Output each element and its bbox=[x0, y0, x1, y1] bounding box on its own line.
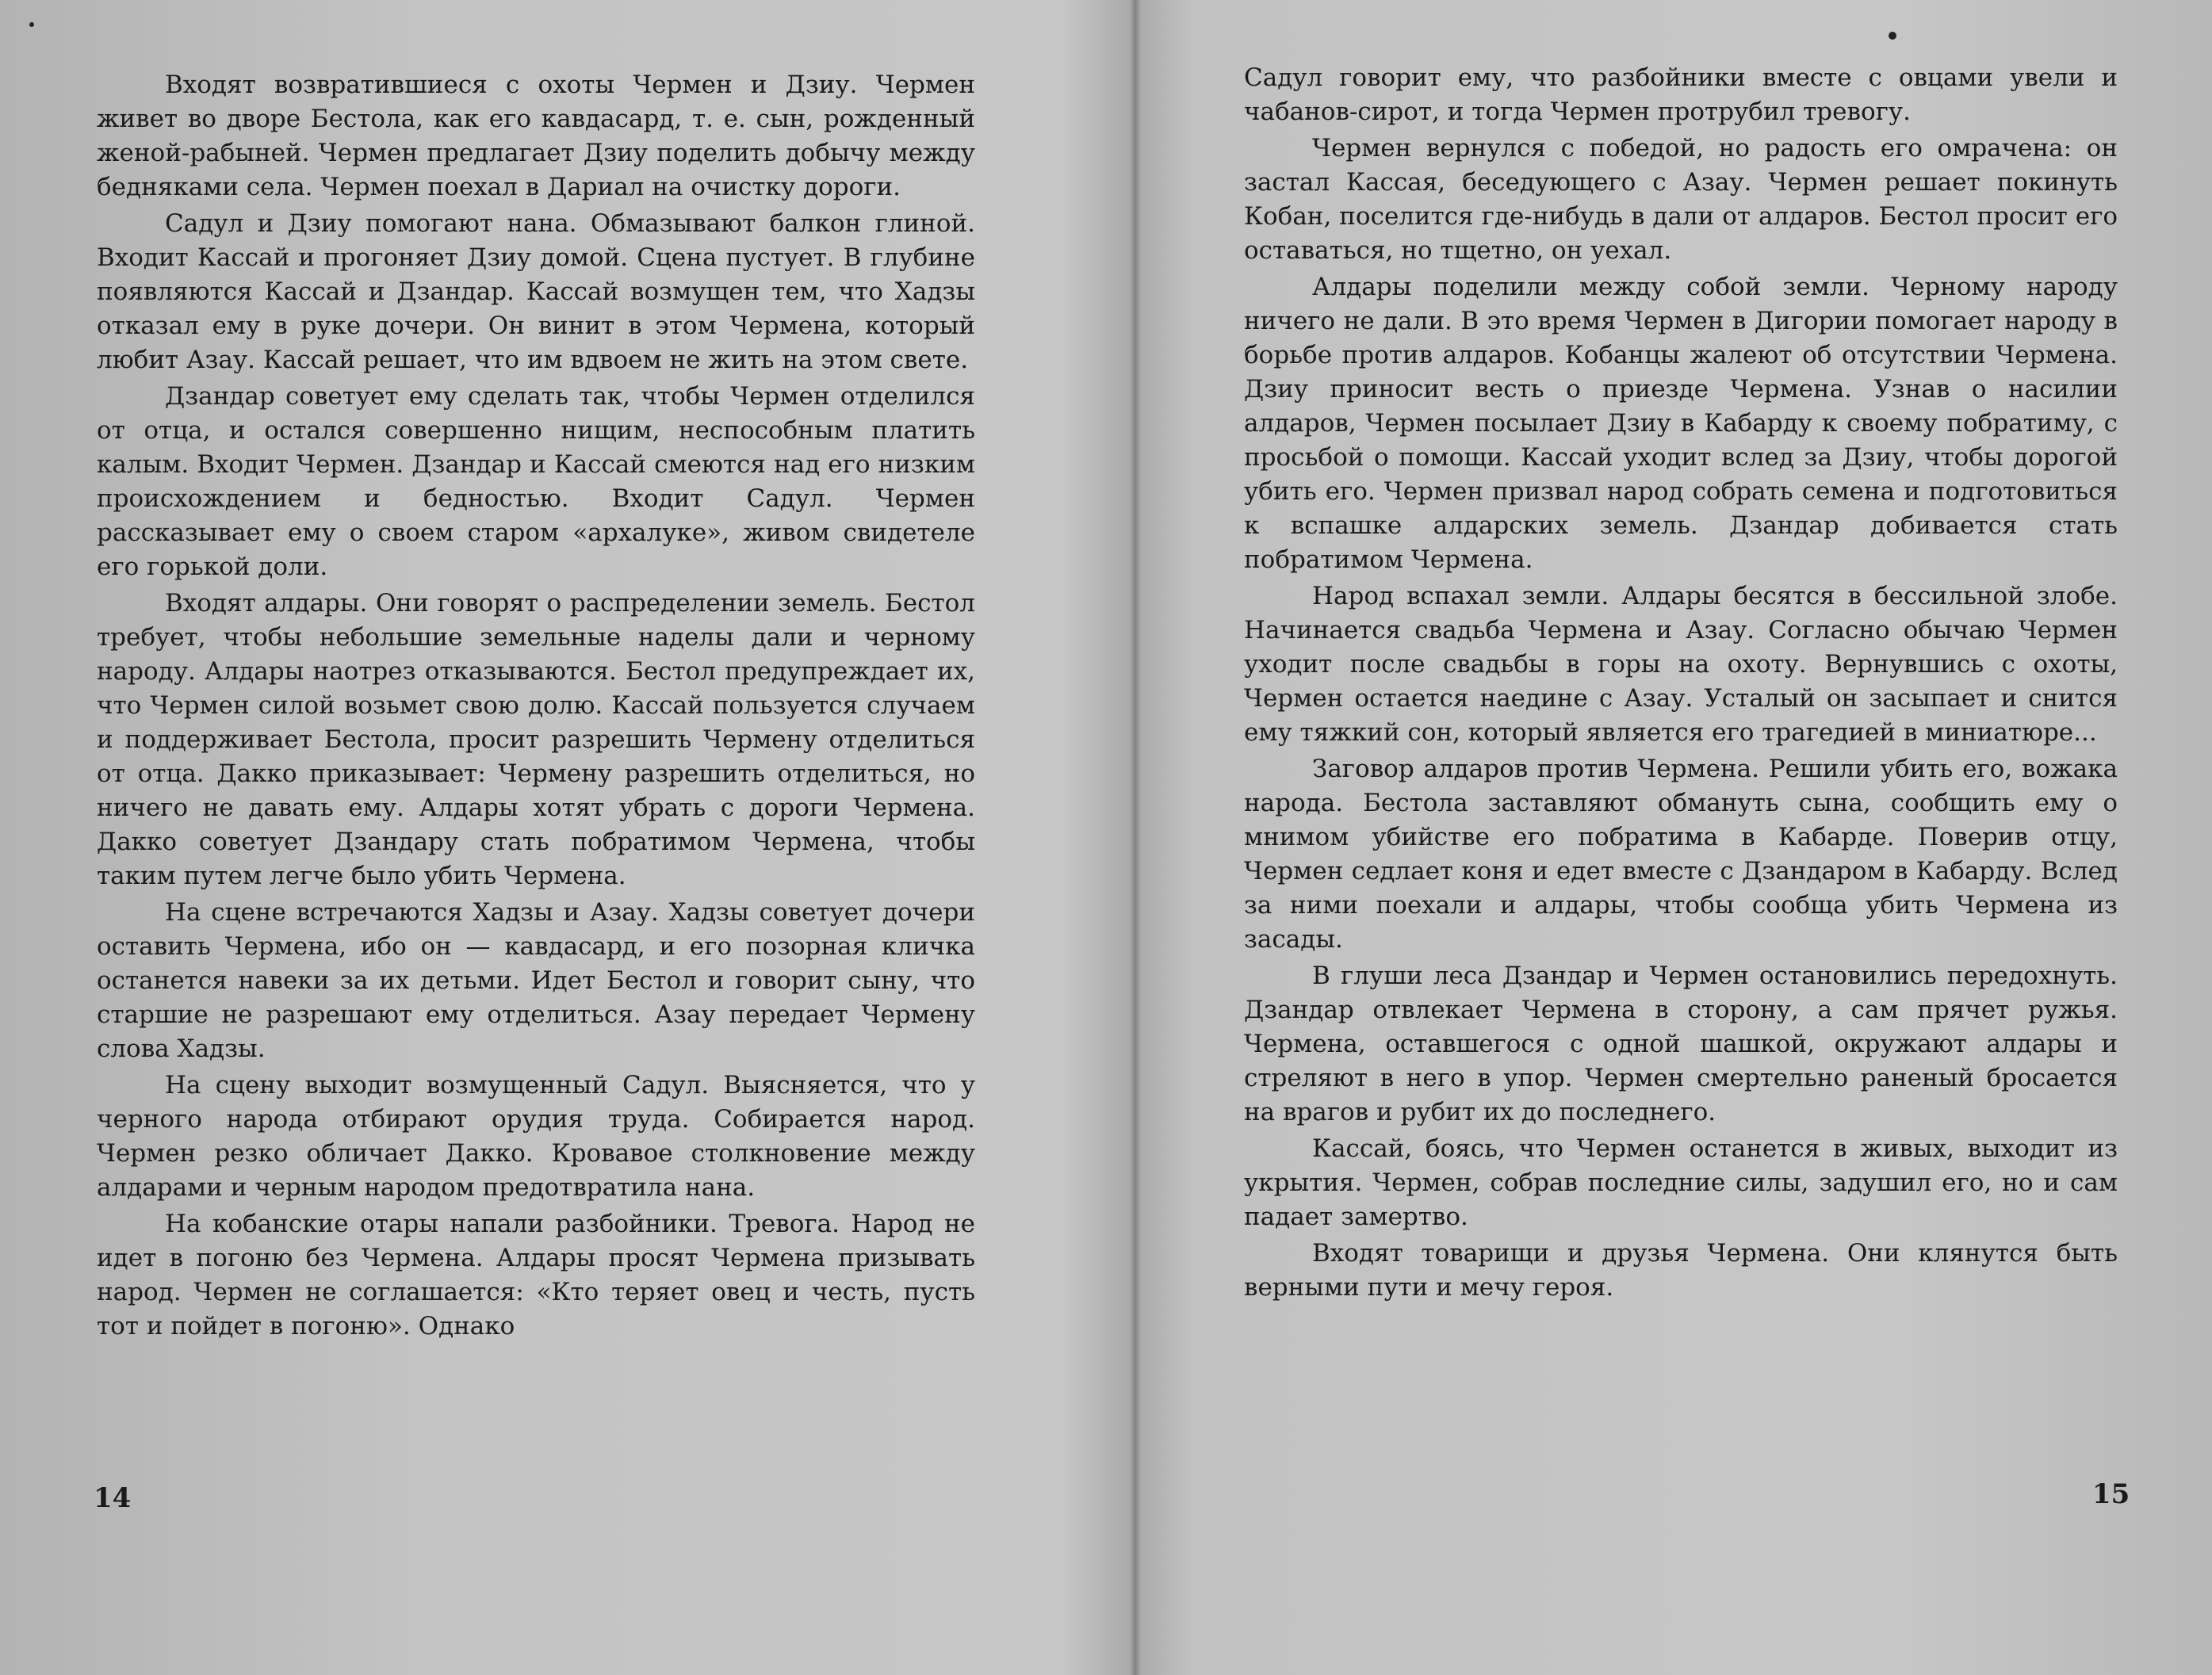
paragraph: На сцену выходит возмущенный Садул. Выясняется, что у черного народа отбирают орудия труда. Собирается народ. Чермен резко обличает Дакко. Кровавое столкновение между алдарами и черным народом предотвратила нана. bbox=[97, 1071, 975, 1202]
paragraph: Чермен вернулся с победой, но радость его омрачена: он застал Кассая, беседующего с Азау. Чермен решает покинуть Кобан, поселится где-нибудь в дали от алдаров. Бестол просит его оставаться, но тщетно, он уехал. bbox=[1244, 134, 2118, 265]
paragraph: На кобанские отары напали разбойники. Тревога. Народ не идет в погоню без Чермена. Алдары просят Чермена призывать народ. Чермен не соглашается: «Кто теряет овец и честь, пусть тот и пойдет в погоню». Однако bbox=[97, 1210, 975, 1340]
paragraph: Входят алдары. Они говорят о распределении земель. Бестол требует, чтобы небольшие земельные наделы дали и черному народу. Алдары наотрез отказываются. Бестол предупреждает их, что Чермен силой возьмет свою долю. Кассай пользуется случаем и поддерживает Бестола, просит разрешить Чермену отделиться от отца. Дакко приказывает: Чермену разрешить отделиться, но ничего не давать ему. Алдары хотят убрать с дороги Чермена. Дакко советует Дзандару стать побратимом Чермена, чтобы таким путем легче было убить Чермена. bbox=[97, 589, 975, 890]
page-number: 15 bbox=[2092, 1478, 2130, 1510]
right-page-text bbox=[1244, 61, 2118, 1307]
paragraph: Дзандар советует ему сделать так, чтобы Чермен отделился от отца, и остался совершенно нищим, неспособным платить калым. Входит Чермен. Дзандар и Кассай смеются над его низким происхождением и бедностью. Входит Садул. Чермен рассказывает ему о своем старом «архалуке», живом свидетеле его горькой доли. bbox=[97, 382, 975, 581]
paragraph: На сцене встречаются Хадзы и Азау. Хадзы советует дочери оставить Чермена, ибо он — кавдасард, и его позорная кличка останется навеки за их детьми. Идет Бестол и говорит сыну, что старшие не разрешают ему отделиться. Азау передает Чермену слова Хадзы. bbox=[97, 898, 975, 1063]
paragraph: Входят товарищи и друзья Чермена. Они клянутся быть верными пути и мечу героя. bbox=[1244, 1239, 2118, 1302]
paragraph: В глуши леса Дзандар и Чермен остановились передохнуть. Дзандар отвлекает Чермена в сторону, а сам прячет ружья. Чермена, оставшегося с одной шашкой, окружают алдары и стреляют в него в упор. Чермен смертельно раненый бросается на врагов и рубит их до последнего. bbox=[1244, 962, 2118, 1126]
page-number: 14 bbox=[94, 1482, 132, 1514]
paragraph: Садул говорит ему, что разбойники вместе с овцами увели и чабанов-сирот, и тогда Чермен протрубил тревогу. bbox=[1244, 63, 2118, 126]
paragraph: Народ вспахал земли. Алдары бесятся в бессильной злобе. Начинается свадьба Чермена и Азау. Согласно обычаю Чермен уходит после свадьбы в горы на охоту. Вернувшись с охоты, Чермен остается наедине с Азау. Усталый он засыпает и снится ему тяжкий сон, который является его трагедией в миниатюре... bbox=[1244, 582, 2118, 747]
print-speck bbox=[29, 22, 34, 27]
paragraph: Садул и Дзиу помогают нана. Обмазывают балкон глиной. Входит Кассай и прогоняет Дзиу домой. Сцена пустует. В глубине появляются Кассай и Дзандар. Кассай возмущен тем, что Хадзы отказал ему в руке дочери. Он винит в этом Чермена, который любит Азау. Кассай решает, что им вдвоем не жить на этом свете. bbox=[97, 209, 975, 374]
paragraph: Входят возвратившиеся с охоты Чермен и Дзиу. Чермен живет во дворе Бестола, как его кавдасард, т. е. сын, рожденный женой-рабыней. Чермен предлагает Дзиу поделить добычу между бедняками села. Чермен поехал в Дариал на очистку дороги. bbox=[97, 71, 975, 201]
left-page-text bbox=[97, 68, 975, 1346]
print-speck bbox=[1889, 32, 1896, 40]
paragraph: Кассай, боясь, что Чермен останется в живых, выходит из укрытия. Чермен, собрав последние силы, задушил его, но и сам падает замертво. bbox=[1244, 1134, 2118, 1231]
paragraph: Алдары поделили между собой земли. Черному народу ничего не дали. В это время Чермен в Дигории помогает народу в борьбе против алдаров. Кобанцы жалеют об отсутствии Чермена. Дзиу приносит весть о приезде Чермена. Узнав о насилии алдаров, Чермен посылает Дзиу в Кабарду к своему побратиму, с просьбой о помощи. Кассай уходит вслед за Дзиу, чтобы дорогой убить его. Чермен призвал народ собрать семена и подготовиться к вспашке алдарских земель. Дзандар добивается стать побратимом Чермена. bbox=[1244, 273, 2118, 574]
right-page bbox=[1141, 0, 2212, 1675]
paragraph: Заговор алдаров против Чермена. Решили убить его, вожака народа. Бестола заставляют обмануть сына, сообщить ему о мнимом убийстве его побратима в Кабарде. Поверив отцу, Чермен седлает коня и едет вместе с Дзандаром в Кабарду. Вслед за ними поехали и алдары, чтобы сообща убить Чермена из засады. bbox=[1244, 755, 2118, 954]
book-gutter bbox=[1130, 0, 1141, 1675]
